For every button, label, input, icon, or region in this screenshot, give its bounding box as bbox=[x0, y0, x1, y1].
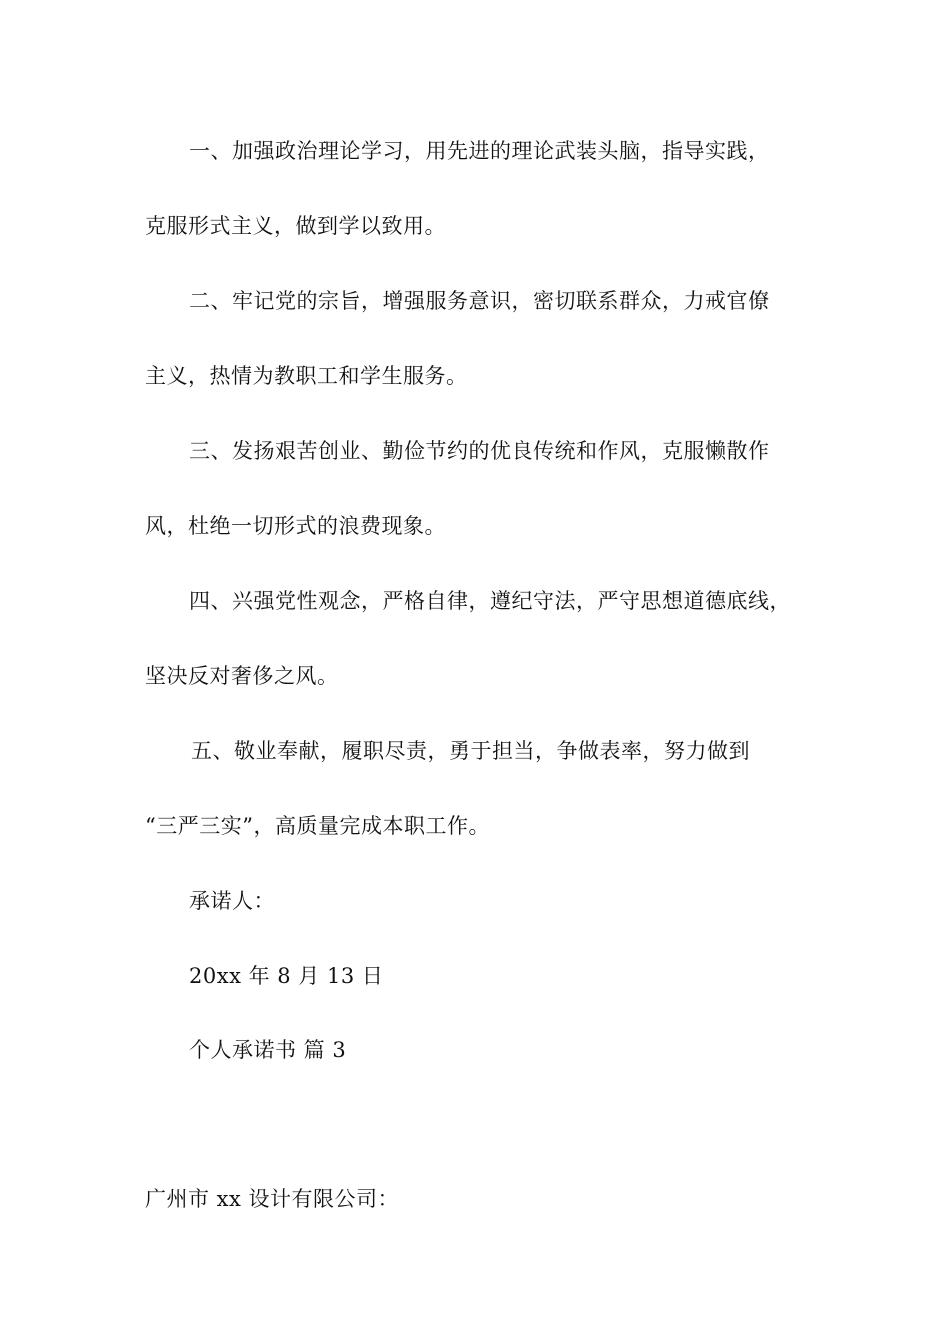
item-3-line-2: 风，杜绝一切形式的浪费现象。 bbox=[145, 514, 446, 538]
item-4-line-2: 坚决反对奢侈之风。 bbox=[145, 664, 339, 688]
item-2-line-2: 主义，热情为教职工和学生服务。 bbox=[145, 364, 468, 388]
item-1-line-1: 一、加强政治理论学习，用先进的理论武装头脑，指导实践， bbox=[189, 139, 770, 163]
item-5-line-2: “三严三实”，高质量完成本职工作。 bbox=[145, 814, 490, 838]
section-heading: 个人承诺书 篇 3 bbox=[189, 1038, 347, 1062]
promisor-label: 承诺人： bbox=[189, 889, 275, 913]
item-5-line-1: 五、敬业奉献，履职尽责，勇于担当，争做表率，努力做到 bbox=[191, 739, 750, 763]
item-1-line-2: 克服形式主义，做到学以致用。 bbox=[145, 214, 446, 238]
recipient-line: 广州市 xx 设计有限公司： bbox=[145, 1187, 400, 1211]
item-3-line-1: 三、发扬艰苦创业、勤俭节约的优良传统和作风，克服懒散作 bbox=[189, 439, 770, 463]
item-2-line-1: 二、牢记党的宗旨，增强服务意识，密切联系群众，力戒官僚 bbox=[189, 289, 770, 313]
date-line: 20xx 年 8 月 13 日 bbox=[189, 964, 384, 988]
item-4-line-1: 四、兴强党性观念，严格自律，遵纪守法，严守思想道德底线， bbox=[189, 589, 791, 613]
